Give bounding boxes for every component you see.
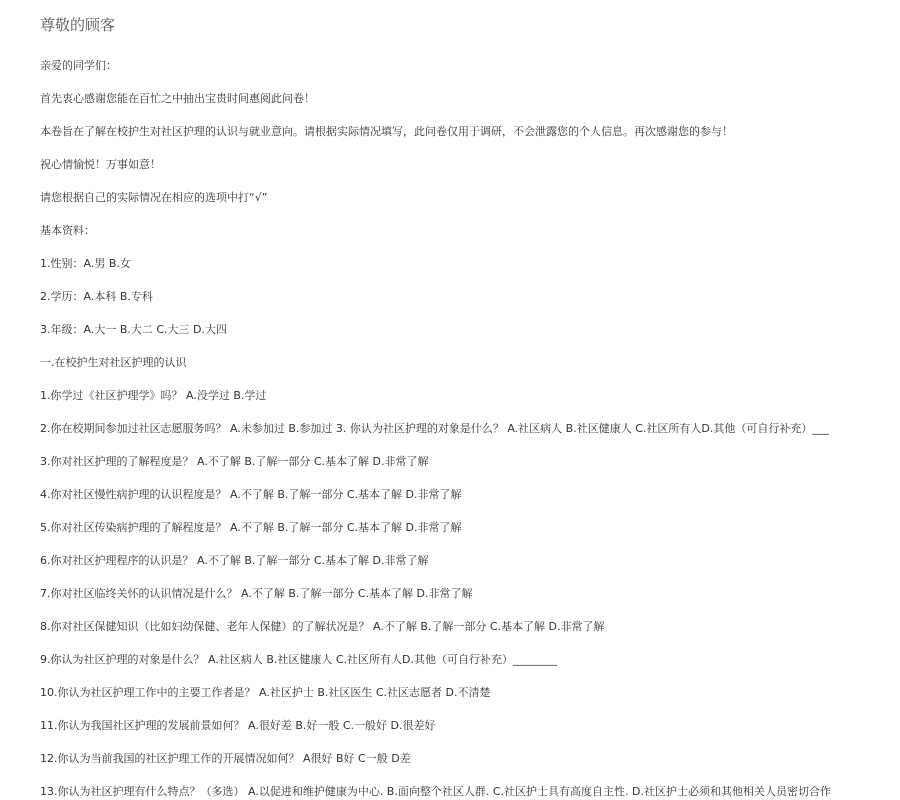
document-title: 尊敬的顾客 bbox=[40, 16, 116, 34]
question-item: 2.你在校期间参加过社区志愿服务吗？ A.未参加过 B.参加过 3. 你认为社区护理的对象是什么？ A.社区病人 B.社区健康人 C.社区所有人D.其他（可自行补充）___ bbox=[40, 422, 829, 435]
question-education: 2.学历：A.本科 B.专科 bbox=[40, 290, 153, 303]
question-item: 3.你对社区护理的了解程度是？ A.不了解 B.了解一部分 C.基本了解 D.非常了解 bbox=[40, 455, 429, 468]
wish-line: 祝心情愉悦！万事如意！ bbox=[40, 158, 161, 171]
greeting-line: 亲爱的同学们： bbox=[40, 59, 117, 72]
question-item: 12.你认为当前我国的社区护理工作的开展情况如何？ A很好 B好 C一般 D差 bbox=[40, 752, 411, 765]
question-item: 5.你对社区传染病护理的了解程度是？ A.不了解 B.了解一部分 C.基本了解 D.非常了解 bbox=[40, 521, 462, 534]
question-item: 6.你对社区护理程序的认识是？ A.不了解 B.了解一部分 C.基本了解 D.非常了解 bbox=[40, 554, 429, 567]
question-item: 8.你对社区保健知识（比如妇幼保健、老年人保健）的了解状况是？ A.不了解 B.了解一部分 C.基本了解 D.非常了解 bbox=[40, 620, 605, 633]
question-item: 1.你学过《社区护理学》吗？ A.没学过 B.学过 bbox=[40, 389, 267, 402]
section-heading-basic-info: 基本资料： bbox=[40, 224, 95, 237]
question-grade: 3.年级：A.大一 B.大二 C.大三 D.大四 bbox=[40, 323, 227, 336]
question-item: 4.你对社区慢性病护理的认识程度是？ A.不了解 B.了解一部分 C.基本了解 D.非常了解 bbox=[40, 488, 462, 501]
question-item: 13.你认为社区护理有什么特点？（多选） A.以促进和维护健康为中心. B.面向整个社区人群. C.社区护士具有高度自主性. D.社区护士必须和其他相关人员密切合作 bbox=[40, 785, 831, 798]
question-item: 7.你对社区临终关怀的认识情况是什么？ A.不了解 B.了解一部分 C.基本了解 D.非常了解 bbox=[40, 587, 473, 600]
thanks-line: 首先衷心感谢您能在百忙之中抽出宝贵时间惠阅此问卷！ bbox=[40, 92, 315, 105]
question-item: 11.你认为我国社区护理的发展前景如何？ A.很好差 B.好一般 C.一般好 D.很差好 bbox=[40, 719, 436, 732]
question-item: 9.你认为社区护理的对象是什么？ A.社区病人 B.社区健康人 C.社区所有人D.其他（可自行补充）________ bbox=[40, 653, 557, 666]
instruction-line: 请您根据自己的实际情况在相应的选项中打“√” bbox=[40, 191, 268, 204]
question-gender: 1.性别：A.男 B.女 bbox=[40, 257, 131, 270]
purpose-line: 本卷旨在了解在校护生对社区护理的认识与就业意向。请根据实际情况填写，此问卷仅用于调研，不会泄露您的个人信息。再次感谢您的参与！ bbox=[40, 125, 733, 138]
section-heading-awareness: 一.在校护生对社区护理的认识 bbox=[40, 356, 187, 369]
question-item: 10.你认为社区护理工作中的主要工作者是？ A.社区护士 B.社区医生 C.社区志愿者 D.不清楚 bbox=[40, 686, 491, 699]
